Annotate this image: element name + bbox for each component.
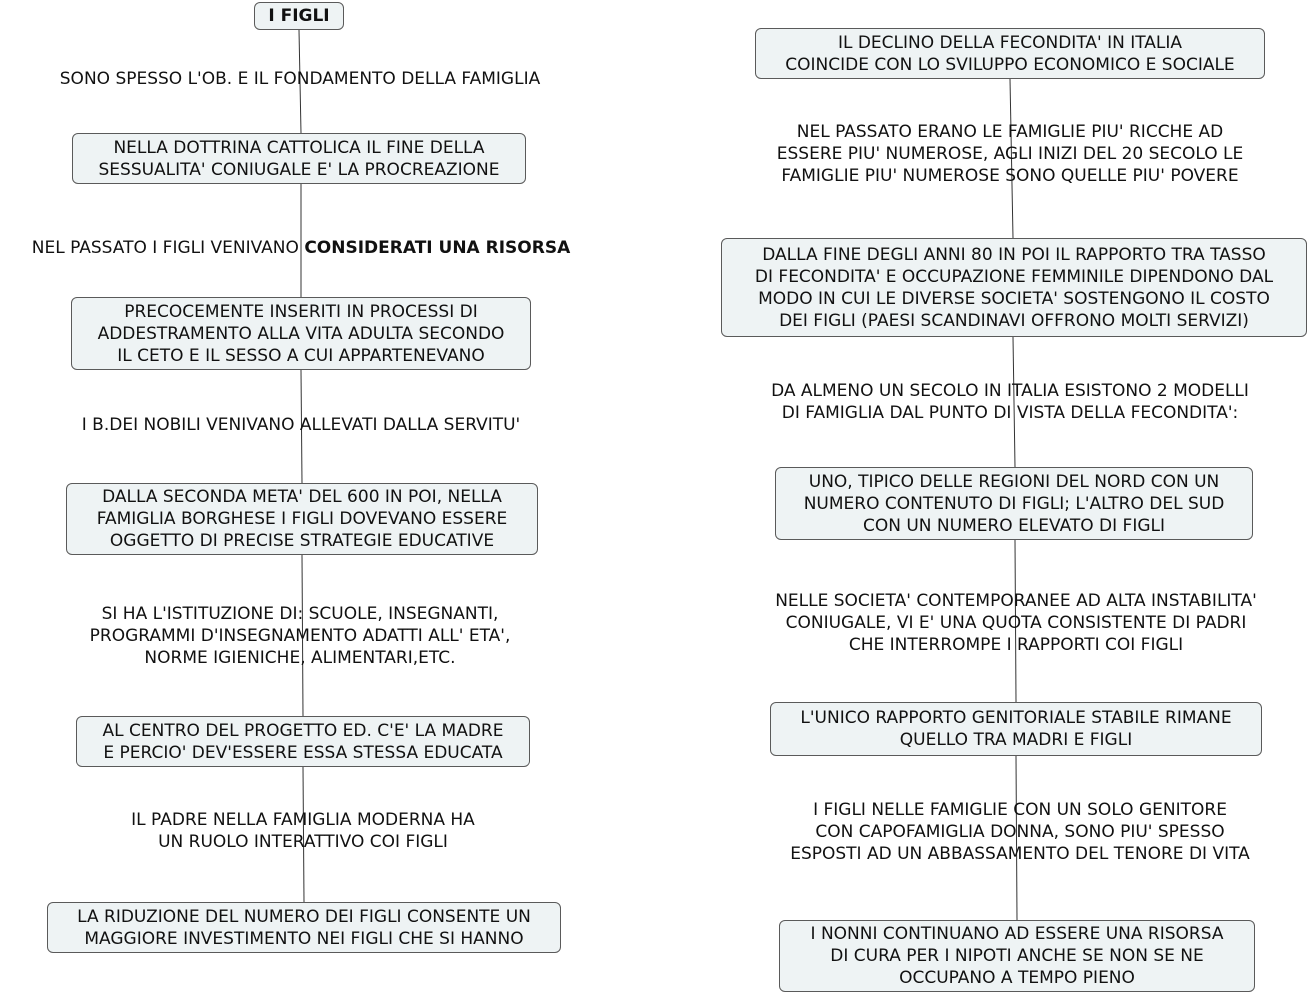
node-line: OCCUPANO A TEMPO PIENO (899, 968, 1135, 988)
node-declino-fecondita[interactable] (755, 28, 1265, 79)
link-label-f-line: ESSERE PIU' NUMEROSE, AGLI INIZI DEL 20 SECOLO LE (776, 144, 1244, 164)
link-label-b-bold: CONSIDERATI UNA RISORSA (304, 238, 571, 258)
node-line: COINCIDE CON LO SVILUPPO ECONOMICO E SOCIALE (785, 54, 1235, 75)
node-centro-progetto[interactable] (76, 716, 530, 767)
node-line: NUMERO CONTENUTO DI FIGLI; L'ALTRO DEL SUD (803, 493, 1225, 514)
link-label-g-line: DI FAMIGLIA DAL PUNTO DI VISTA DELLA FECONDITA': (781, 403, 1239, 423)
link-label-f-line: NEL PASSATO ERANO LE FAMIGLIE PIU' RICCHE AD (796, 122, 1224, 142)
link-label-c-line-1: I B.DEI NOBILI VENIVANO ALLEVATI DALLA SERVITU' (81, 415, 521, 435)
node-line: PRECOCEMENTE INSERITI IN PROCESSI DI (124, 301, 478, 322)
node-precocemente-inseriti[interactable] (71, 297, 531, 370)
node-line: CON UN NUMERO ELEVATO DI FIGLI (862, 515, 1166, 536)
link-label-d-line: PROGRAMMI D'INSEGNAMENTO ADATTI ALL' ETA', (89, 626, 511, 646)
node-dottrina-cattolica[interactable] (72, 133, 526, 184)
link-label-h-line: NELLE SOCIETA' CONTEMPORANEE AD ALTA INSTABILITA' (775, 591, 1257, 611)
link-label-i-line: I FIGLI NELLE FAMIGLIE CON UN SOLO GENITORE (813, 800, 1227, 820)
node-line: SESSUALITA' CONIUGALE E' LA PROCREAZIONE (98, 159, 500, 180)
link-label-h (730, 590, 1302, 656)
link-label-i (740, 799, 1300, 865)
node-nonni-risorsa[interactable] (779, 920, 1255, 992)
link-label-c (30, 414, 572, 436)
node-line: MAGGIORE INVESTIMENTO NEI FIGLI CHE SI HANNO (84, 928, 524, 949)
link-label-d-line: SI HA L'ISTITUZIONE DI: SCUOLE, INSEGNANTI, (101, 604, 499, 624)
link-label-e (90, 809, 516, 853)
root-node-label: I FIGLI (268, 6, 330, 26)
node-line: QUELLO TRA MADRI E FIGLI (899, 730, 1133, 750)
node-line: DI CURA PER I NIPOTI ANCHE SE NON SE NE (830, 946, 1204, 966)
link-label-d-line: NORME IGIENICHE, ALIMENTARI,ETC. (144, 648, 456, 668)
link-label-b-plain: NEL PASSATO I FIGLI VENIVANO (31, 238, 305, 258)
node-line: DI FECONDITA' E OCCUPAZIONE FEMMINILE DIPENDONO DAL (754, 266, 1274, 287)
node-line: I NONNI CONTINUANO AD ESSERE UNA RISORSA (810, 924, 1224, 944)
node-seconda-meta-600[interactable] (66, 483, 538, 555)
node-fine-anni-80[interactable] (721, 238, 1307, 337)
node-line: DEI FIGLI (PAESI SCANDINAVI OFFRONO MOLTI SERVIZI) (779, 310, 1249, 331)
link-label-f (730, 121, 1290, 187)
link-label-a-line-1: SONO SPESSO L'OB. E IL FONDAMENTO DELLA FAMIGLIA (59, 69, 541, 89)
link-label-h-line: CONIUGALE, VI E' UNA QUOTA CONSISTENTE DI PADRI (785, 613, 1247, 633)
node-line: ADDESTRAMENTO ALLA VITA ADULTA SECONDO (97, 323, 505, 344)
node-line: LA RIDUZIONE DEL NUMERO DEI FIGLI CONSENTE UN (77, 906, 531, 927)
link-label-h-line: CHE INTERROMPE I RAPPORTI COI FIGLI (848, 635, 1184, 655)
link-label-i-line: ESPOSTI AD UN ABBASSAMENTO DEL TENORE DI VITA (790, 844, 1250, 864)
link-label-g-line: DA ALMENO UN SECOLO IN ITALIA ESISTONO 2 MODELLI (771, 381, 1249, 401)
link-label-e-line: UN RUOLO INTERATTIVO COI FIGLI (158, 832, 448, 852)
link-label-d (40, 603, 560, 669)
node-line: IL DECLINO DELLA FECONDITA' IN ITALIA (837, 32, 1183, 53)
link-label-g (730, 380, 1290, 424)
link-label-b (0, 237, 602, 259)
link-label-e-line: IL PADRE NELLA FAMIGLIA MODERNA HA (131, 810, 475, 830)
node-modelli-nord-sud[interactable] (775, 467, 1253, 540)
node-line: OGGETTO DI PRECISE STRATEGIE EDUCATIVE (109, 531, 495, 551)
node-line: IL CETO E IL SESSO A CUI APPARTENEVANO (117, 345, 485, 366)
node-riduzione-numero[interactable] (47, 902, 561, 953)
node-line: E PERCIO' DEV'ESSERE ESSA STESSA EDUCATA (103, 742, 503, 763)
link-label-i-line: CON CAPOFAMIGLIA DONNA, SONO PIU' SPESSO (815, 822, 1225, 842)
node-line: DALLA SECONDA META' DEL 600 IN POI, NELLA (102, 487, 502, 507)
link-label-a (20, 68, 580, 90)
node-line: MODO IN CUI LE DIVERSE SOCIETA' SOSTENGONO IL COSTO (758, 288, 1270, 309)
node-unico-rapporto[interactable] (770, 702, 1262, 756)
node-line: UNO, TIPICO DELLE REGIONI DEL NORD CON UN (808, 471, 1220, 492)
node-line: NELLA DOTTRINA CATTOLICA IL FINE DELLA (113, 137, 485, 158)
node-line: L'UNICO RAPPORTO GENITORIALE STABILE RIMANE (800, 708, 1232, 728)
link-label-f-line: FAMIGLIE PIU' NUMEROSE SONO QUELLE PIU' POVERE (781, 166, 1239, 186)
root-node-i-figli[interactable] (254, 2, 344, 30)
node-line: DALLA FINE DEGLI ANNI 80 IN POI IL RAPPORTO TRA TASSO (762, 244, 1266, 265)
node-line: AL CENTRO DEL PROGETTO ED. C'E' LA MADRE (102, 720, 504, 741)
node-line: FAMIGLIA BORGHESE I FIGLI DOVEVANO ESSERE (96, 509, 508, 529)
link-label-b-line (0, 237, 602, 259)
